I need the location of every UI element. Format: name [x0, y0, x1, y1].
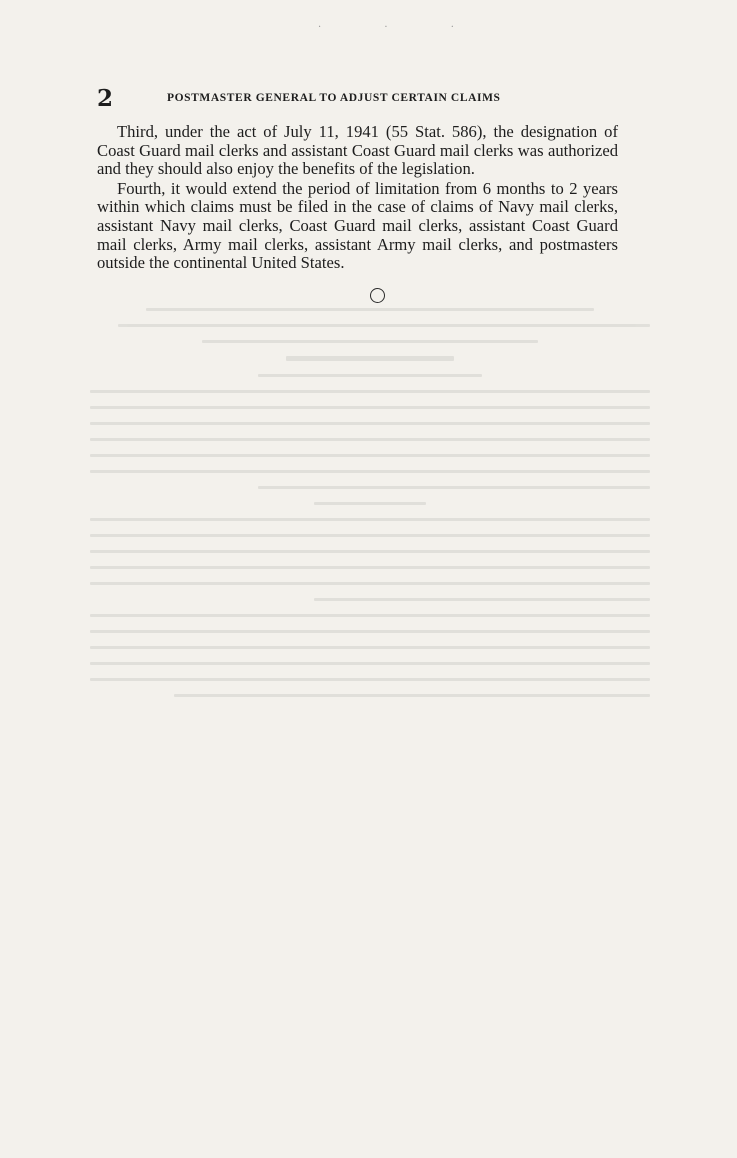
running-title: POSTMASTER GENERAL TO ADJUST CERTAIN CLAIMS: [167, 92, 501, 104]
body-text: [97, 123, 618, 274]
scan-specks: · · ·: [318, 22, 484, 33]
end-of-document-mark: [370, 288, 385, 303]
page-header: [97, 85, 617, 115]
paragraph-third: Third, under the act of July 11, 1941 (55 Stat. 586), the designation of Coast Guard mail clerks and assistant Coast Guard mail clerks was authorized and they should also enjoy the benefits of the legislation.: [97, 122, 618, 179]
show-through-reverse-page: [90, 300, 650, 1080]
page-number: 2: [97, 85, 114, 112]
paragraph-fourth: Fourth, it would extend the period of limitation from 6 months to 2 years within which claims must be filed in the case of claims of Navy mail clerks, assistant Navy mail clerks, Coast Guard mail clerks, assistant Coast Guard mail clerks, Army mail clerks, assistant Army mail clerks, and postmasters outside the continental United States.: [97, 178, 618, 273]
